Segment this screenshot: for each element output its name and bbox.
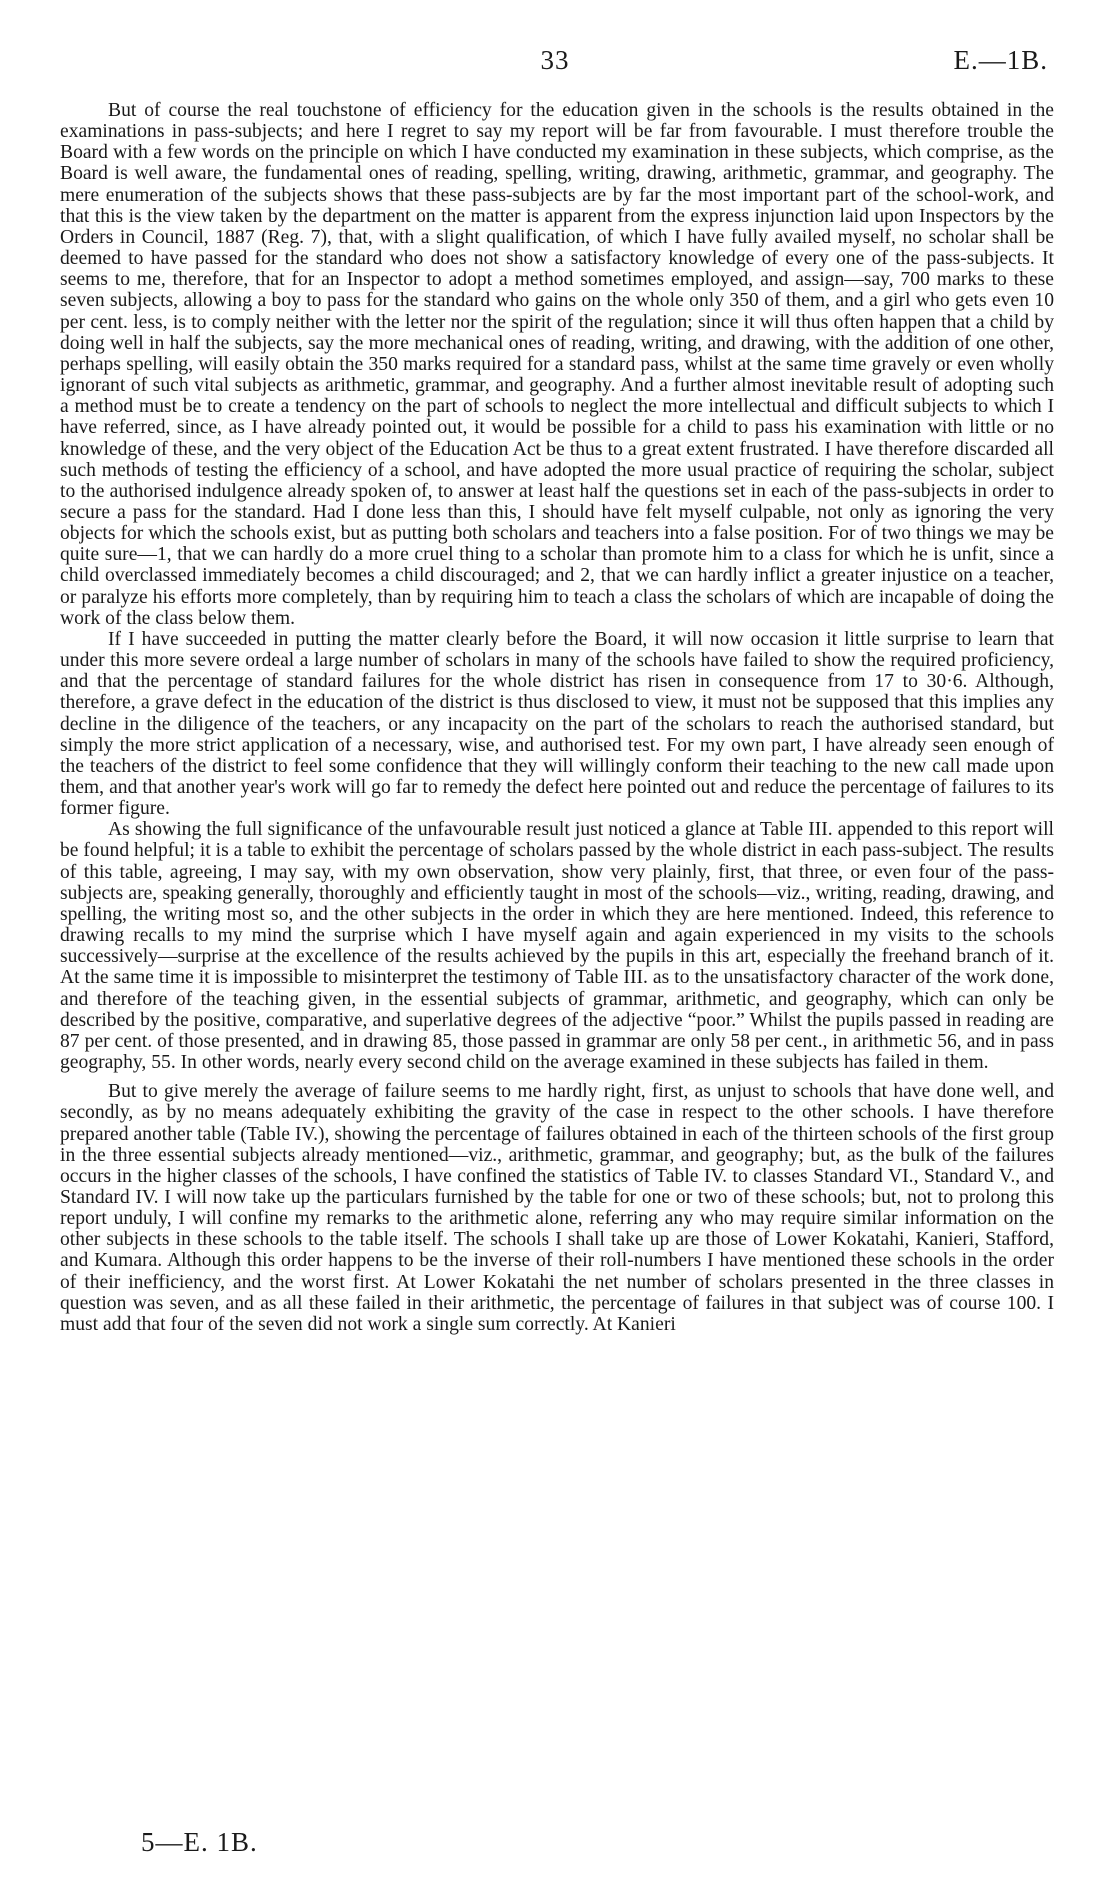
report-body bbox=[60, 100, 1054, 1335]
page-reference: E.—1B. bbox=[953, 45, 1048, 75]
paragraph-table-three: As showing the full significance of the unfavourable result just noticed a glance at Table III. appended to this report will be found helpful; it is a table to exhibit the percentage of scholars passed by the whole district in each pass-subject. The results of this table, agreeing, I may say, with my own observation, show very plainly, first, that three, or even four of the pass-subjects are, speaking generally, thoroughly and efficiently taught in most of the schools—viz., writing, reading, drawing, and spelling, the writing most so, and the other subjects in the order in which they are here mentioned. Indeed, this reference to drawing recalls to my mind the surprise which I have myself again and again experienced in my visits to the schools successively—surprise at the excellence of the results achieved by the pupils in this art, especially the freehand branch of it. At the same time it is impossible to misinterpret the testimony of Table III. as to the unsatisfactory character of the work done, and therefore of the teaching given, in the essential subjects of grammar, arithmetic, and geography, which can only be described by the positive, comparative, and superlative degrees of the adjective “poor.” Whilst the pupils passed in reading are 87 per cent. of those presented, and in drawing 85, those passed in grammar are only 58 per cent., in arithmetic 56, and in pass geography, 55. In other words, nearly every second child on the average examined in these subjects has failed in them. bbox=[60, 819, 1054, 1074]
footer-signature: 5—E. 1B. bbox=[141, 1827, 258, 1857]
page-number: 33 bbox=[540, 45, 570, 75]
paragraph-standard-failures: If I have succeeded in putting the matter clearly before the Board, it will now occasion it little surprise to learn that under this more severe ordeal a large number of scholars in many of the schools have failed to show the required proficiency, and that the percentage of standard failures for the whole district has risen in consequence from 17 to 30·6. Although, therefore, a grave defect in the education of the district is thus disclosed to view, it must not be supposed that this implies any decline in the diligence of the teachers, or any incapacity on the part of the scholars to reach the authorised standard, but simply the more strict application of a necessary, wise, and authorised test. For my own part, I have already seen enough of the teachers of the district to feel some confidence that they will willingly conform their teaching to the new call made upon them, and that another year's work will go far to remedy the defect here pointed out and reduce the percentage of failures to its former figure. bbox=[60, 628, 1054, 820]
paragraph-principle-of-examination: But of course the real touchstone of efficiency for the education given in the schools is the results obtained in the examinations in pass-subjects; and here I regret to say my report will be far from favourable. I must therefore trouble the Board with a few words on the principle on which I have conducted my examination in these subjects, which comprise, as the Board is well aware, the fundamental ones of reading, spelling, writing, drawing, arithmetic, grammar, and geography. The mere enumeration of the subjects shows that these pass-subjects are by far the most important part of the school-work, and that this is the view taken by the department on the matter is apparent from the express injunction laid upon Inspectors by the Orders in Council, 1887 (Reg. 7), that, with a slight qualification, of which I have fully availed myself, no scholar shall be deemed to have passed for the standard who does not show a satisfactory knowledge of every one of the pass-subjects. It seems to me, therefore, that for an Inspector to adopt a method sometimes employed, and assign—say, 700 marks to these seven subjects, allowing a boy to pass for the standard who gains on the whole only 350 of them, and a girl who gets even 10 per cent. less, is to comply neither with the letter nor the spirit of the regulation; since it will thus often happen that a child by doing well in half the subjects, say the more mechanical ones of reading, writing, and drawing, with the addition of one other, perhaps spelling, will easily obtain the 350 marks required for a standard pass, whilst at the same time gravely or even wholly ignorant of such vital subjects as arithmetic, grammar, and geography. And a further almost inevitable result of adopting such a method must be to create a tendency on the part of schools to neglect the more intellectual and difficult subjects to which I have referred, since, as I have already pointed out, it would be possible for a child to pass his examination with little or no knowledge of these, and the very object of the Education Act be thus to a great extent frustrated. I have therefore discarded all such methods of testing the efficiency of a school, and have adopted the more usual practice of requiring the scholar, subject to the authorised indulgence already spoken of, to answer at least half the questions set in each of the pass-subjects in order to secure a pass for the standard. Had I done less than this, I should have felt myself culpable, not only as ignoring the very objects for which the schools exist, but as putting both scholars and teachers into a false position. For of two things we may be quite sure—1, that we can hardly do a more cruel thing to a scholar than promote him to a class for which he is unfit, since a child overclassed immediately becomes a child discouraged; and 2, that we can hardly inflict a greater injustice on a teacher, or paralyze his efforts more completely, than by requiring him to teach a class the scholars of which are incapable of doing the work of the class below them. bbox=[60, 100, 1054, 629]
paragraph-table-four: But to give merely the average of failure seems to me hardly right, first, as unjust to schools that have done well, and secondly, as by no means adequately exhibiting the gravity of the case in respect to the other schools. I have therefore prepared another table (Table IV.), showing the percentage of failures obtained in each of the thirteen schools of the first group in the three essential subjects already mentioned—viz., arithmetic, grammar, and geography; but, as the bulk of the failures occurs in the higher classes of the schools, I have confined the statistics of Table IV. to classes Standard VI., Standard V., and Standard IV. I will now take up the particulars furnished by the table for one or two of these schools; but, not to prolong this report unduly, I will confine my remarks to the arithmetic alone, referring any who may require similar information on the other subjects in these schools to the table itself. The schools I shall take up are those of Lower Kokatahi, Kanieri, Stafford, and Kumara. Although this order happens to be the inverse of their roll-numbers I have mentioned these schools in the order of their inefficiency, and the worst first. At Lower Kokatahi the net number of scholars presented in the three classes in question was seven, and as all these failed in their arithmetic, the percentage of failures in that subject was of course 100. I must add that four of the seven did not work a single sum correctly. At Kanieri bbox=[60, 1081, 1054, 1335]
